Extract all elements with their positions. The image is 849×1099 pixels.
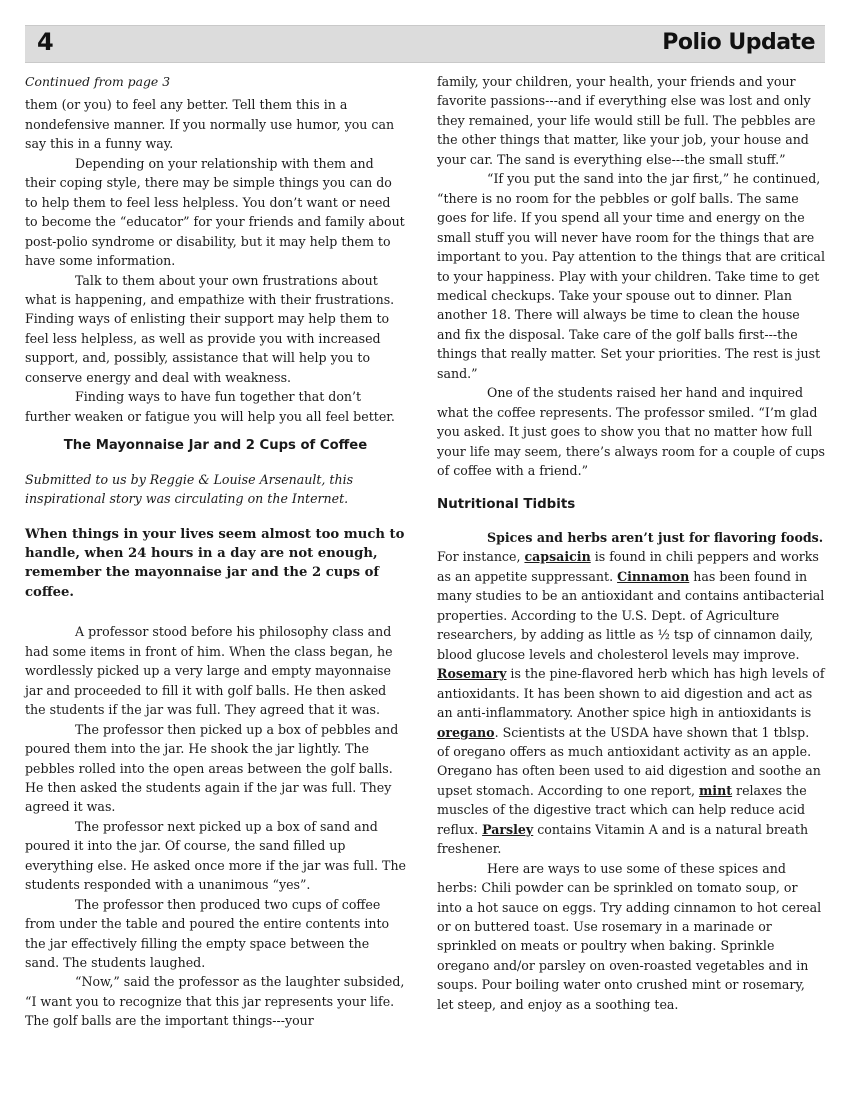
herb-rosemary: Rosemary [437,666,507,682]
story-paragraph: “Now,” said the professor as the laughter subsided, “I want you to recognize that this jar represents your life. The golf balls are the important things---your [25,974,405,1029]
text-run: contains Vitamin A and is a natural breath freshener. [437,821,809,857]
story-paragraph: “If you put the sand into the jar first,” he continued, “there is no room for the pebbles or golf balls. The same goes for life. If you spend all your time and energy on the small stuff you will never have room for the things that are important to you. Pay attention to the things that are critical to your happiness. Play with your children. Take time to get medical checkups. Take your spouse out to dinner. Plan another 18. There will always be time to clean the house and fix the disposal. Take care of the golf balls first---the things that really matter. Set your priorities. The rest is just sand.” [437,171,825,381]
text-run: is the pine-flavored herb which has high levels of antioxidants. It has been shown to aid digestion and act as an anti-inflammatory. Another spice high in antioxidants is [437,666,825,721]
herb-parsley: Parsley [482,821,534,837]
submitted-note: Submitted to us by Reggie & Louise Arsenault, this inspirational story was circulating on the Internet. [25,471,354,507]
story-paragraph: The professor then produced two cups of coffee from under the table and poured the entire contents into the jar effectively filling the empty space between the sand. The students laughed. [25,896,390,971]
text-run: For instance, [437,549,525,565]
text-run: has been found in many studies to be an antioxidant and contains antibacterial properties. According to the U.S. Dept. of Agriculture researchers, by adding as little as ½ tsp of cinnamon daily, blood glucose levels and cholesterol levels may improve. [437,568,825,662]
herb-oregano: oregano [437,724,495,740]
page-header [25,25,825,63]
story-paragraph: One of the students raised her hand and inquired what the coffee represents. The professor smiled. “I’m glad you asked. It just goes to show you that no matter how full your life may seem, there’s always room for a couple of cups of coffee with a friend.” [437,385,825,479]
paragraph: them (or you) to feel any better. Tell them this in a nondefensive manner. If you normally use humor, you can say this in a funny way. [25,97,395,152]
herb-capsaicin: capsaicin [524,549,591,565]
text-run: is found in chili peppers and works as an appetite suppressant. [437,549,819,584]
text-run: . Scientists at the USDA have shown that 1 tblsp. of oregano offers as much antioxidant activity as an apple. Oregano has often been used to aid digestion and soothe an upset stomach. According to one report, [437,724,821,798]
right-column [437,72,825,1014]
story-paragraph: The professor then picked up a box of pebbles and poured them into the jar. He shook the jar lightly. The pebbles rolled into the open areas between the golf balls. He then asked the students again if the jar was full. They agreed it was. [25,721,399,815]
story-paragraph: A professor stood before his philosophy class and had some items in front of him. When the class began, he wordlessly picked up a very large and empty mayonnaise jar and proceeded to fill it with golf balls. He then asked the students if the jar was full. They agreed that it was. [25,624,393,718]
herb-mint: mint [698,782,733,798]
page-number: 4 [37,28,54,56]
lead-paragraph: When things in your lives seem almost too much to handle, when 24 hours in a day are not enough, remember the mayonnaise jar and the 2 cups of coffee. [25,526,405,600]
paragraph: Finding ways to have fun together that don’t further weaken or fatigue you will help you all feel better. [25,389,395,424]
nutrition-paragraph: Here are ways to use some of these spices and herbs: Chili powder can be sprinkled on tomato soup, or into a hot sauce on eggs. Try adding cinnamon to hot cereal or on buttered toast. Use rosemary in a marinade or sprinkled on meats or poultry when baking. Sprinkle oregano and/or parsley on oven-roasted vegetables and in soups. Pour boiling water onto crushed mint or rosemary, let steep, and enjoy as a soothing tea. [437,860,822,1012]
article-title: The Mayonnaise Jar and 2 Cups of Coffee [63,438,368,454]
publication-title: Polio Update [662,30,815,55]
story-paragraph: The professor next picked up a box of sand and poured it into the jar. Of course, the sand filled up everything else. He asked once more if the jar was full. The students responded with a unanimous “yes”. [25,818,407,893]
nutrition-heading: Nutritional Tidbits [437,496,576,512]
paragraph: Depending on your relationship with them and their coping style, there may be simple things you can do to help them to feel less helpless. You don’t want or need to become the “educator” for your friends and family about post-polio syndrome or disability, but it may help them to have some information. [25,155,405,269]
nutrition-paragraph [437,528,825,859]
herb-cinnamon: Cinnamon [617,568,690,584]
nutrition-lead: Spices and herbs aren’t just for flavoring foods. [487,529,824,545]
continued-note: Continued from page 3 [25,74,171,89]
left-column [25,72,406,1031]
text-run: relaxes the muscles of the digestive tract which can help reduce acid reflux. [437,782,807,837]
paragraph: Talk to them about your own frustrations about what is happening, and empathize with their frustrations. Finding ways of enlisting their support may help them to feel less helpless, as well as provide you with increased support, and, possibly, assistance that will help you to conserve energy and deal with weakness. [25,272,395,385]
story-paragraph: family, your children, your health, your friends and your favorite passions---and if everything else was lost and only they remained, your life would still be full. The pebbles are the other things that matter, like your job, your house and your car. The sand is everything else---the small stuff.” [437,74,816,167]
